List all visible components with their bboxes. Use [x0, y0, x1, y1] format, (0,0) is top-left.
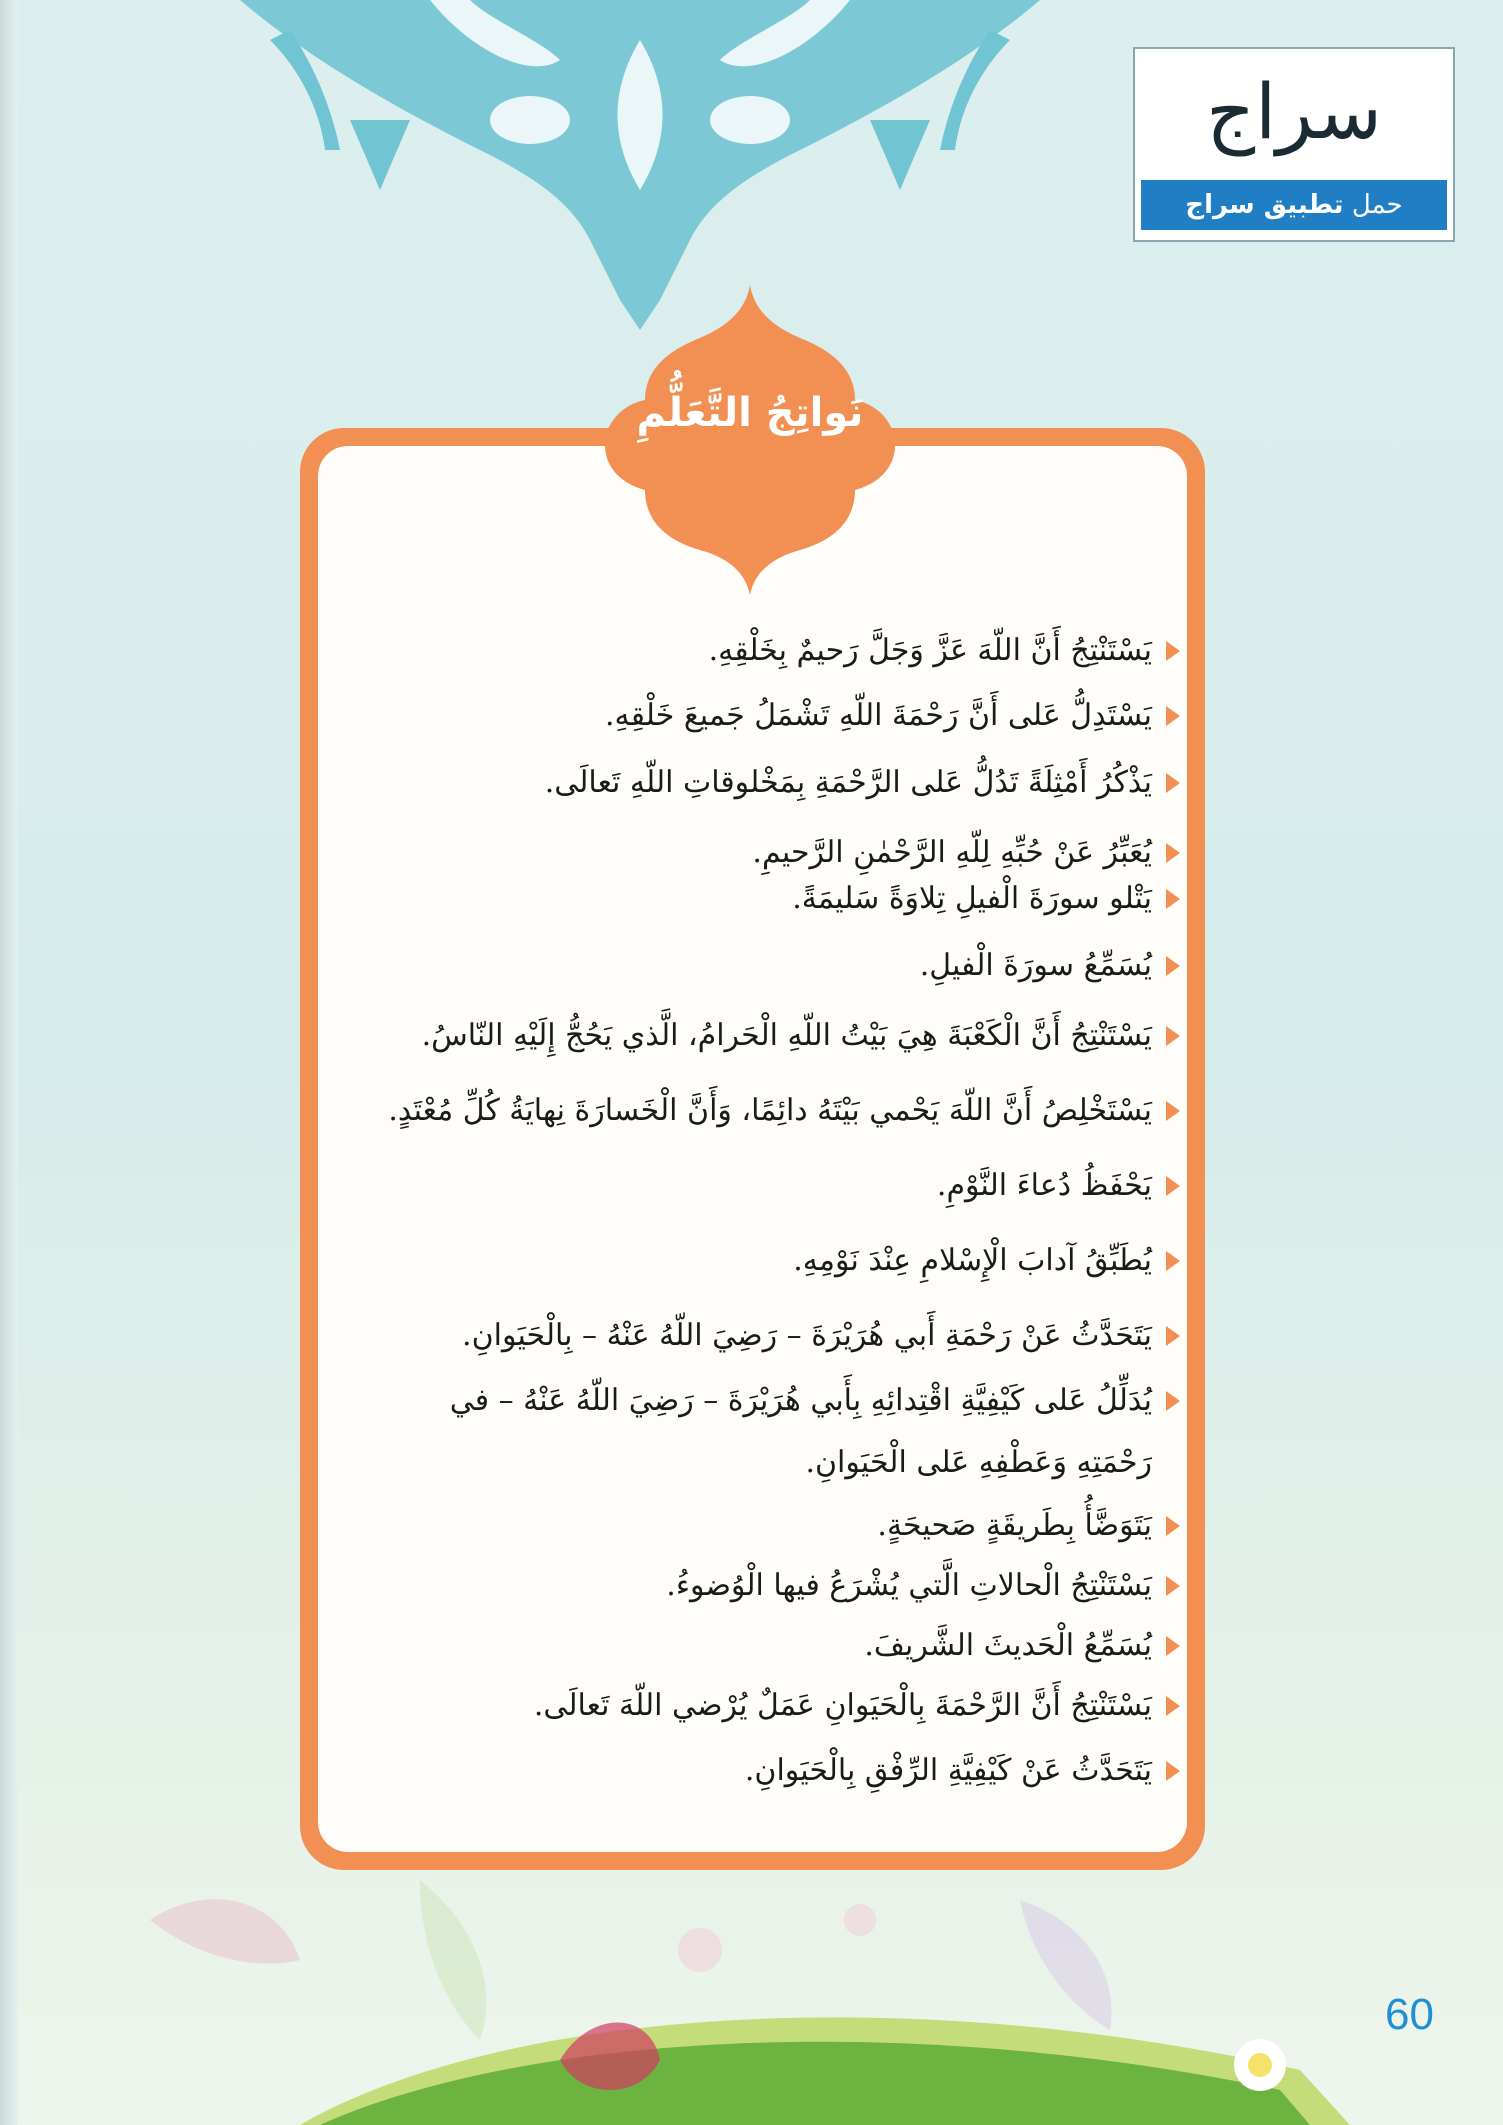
- bottom-decoration: [0, 1860, 1503, 2125]
- bullet-arrow-icon: [1166, 1251, 1180, 1271]
- siraj-logo[interactable]: [1133, 47, 1455, 242]
- page-edge: [0, 0, 18, 2125]
- logo-wordmark: سراج: [1206, 67, 1382, 156]
- outcome-item: يَسْتَنْتِجُ أَنَّ الرَّحْمَةَ بِالْحَيَوانِ عَمَلٌ يُرْضي اللّهَ تَعالَى.: [370, 1675, 1180, 1737]
- bullet-arrow-icon: [1166, 1176, 1180, 1196]
- bullet-arrow-icon: [1166, 843, 1180, 863]
- bullet-arrow-icon: [1166, 1761, 1180, 1781]
- outcome-item: يُسَمِّعُ سورَةَ الْفيلِ.: [370, 935, 1180, 997]
- outcome-item: يَتْلو سورَةَ الْفيلِ تِلاوَةً سَليمَةً.: [370, 868, 1180, 930]
- bullet-arrow-icon: [1166, 1516, 1180, 1536]
- outcome-item: يَحْفَظُ دُعاءَ النَّوْمِ.: [370, 1155, 1180, 1217]
- logo-tagline: [1141, 180, 1447, 230]
- outcome-item: يُطَبِّقُ آدابَ الْإِسْلامِ عِنْدَ نَوْمِهِ.: [370, 1230, 1180, 1292]
- bullet-arrow-icon: [1166, 1026, 1180, 1046]
- logo-tagline-prefix: حمل: [1351, 190, 1403, 220]
- page-number: 60: [1385, 1990, 1434, 2039]
- bullet-arrow-icon: [1166, 641, 1180, 661]
- outcome-item: يَذْكُرُ أَمْثِلَةً تَدُلُّ عَلى الرَّحْمَةِ بِمَخْلوقاتِ اللّهِ تَعالَى.: [370, 752, 1180, 814]
- logo-tagline-app: تطبيق سراج: [1185, 190, 1344, 220]
- bullet-arrow-icon: [1166, 1391, 1180, 1411]
- bullet-arrow-icon: [1166, 1326, 1180, 1346]
- outcome-item: يَسْتَخْلِصُ أَنَّ اللّهَ يَحْمي بَيْتَهُ دائِمًا، وَأَنَّ الْخَسارَةَ نِهايَةُ كُلِّ مُعْتَدٍ.: [370, 1080, 1180, 1142]
- title-medallion: [605, 285, 895, 595]
- ornament-top: [230, 0, 1050, 330]
- outcome-item: يَسْتَنْتِجُ أَنَّ الْكَعْبَةَ هِيَ بَيْتُ اللّهِ الْحَرامُ، الَّذي يَحُجُّ إِلَيْهِ النّاسُ.: [370, 1005, 1180, 1067]
- bullet-arrow-icon: [1166, 1576, 1180, 1596]
- bullet-arrow-icon: [1166, 773, 1180, 793]
- section-title: نَواتِجُ التَّعَلُّمِ: [636, 390, 864, 436]
- bullet-arrow-icon: [1166, 1101, 1180, 1121]
- outcome-item: يَتَوَضَّأُ بِطَريقَةٍ صَحيحَةٍ.: [370, 1495, 1180, 1557]
- outcome-item: يُدَلِّلُ عَلى كَيْفِيَّةِ اقْتِدائِهِ بِأَبي هُرَيْرَةَ – رَضِيَ اللّهُ عَنْهُ – في رَحْمَتِهِ وَعَطْفِهِ عَلى الْحَيَوانِ.: [370, 1370, 1180, 1494]
- bullet-arrow-icon: [1166, 889, 1180, 909]
- bullet-arrow-icon: [1166, 706, 1180, 726]
- outcome-item: يَسْتَدِلُّ عَلى أَنَّ رَحْمَةَ اللّهِ تَشْمَلُ جَميعَ خَلْقِهِ.: [370, 685, 1180, 747]
- bullet-arrow-icon: [1166, 956, 1180, 976]
- outcome-item: يَسْتَنْتِجُ الْحالاتِ الَّتي يُشْرَعُ فيها الْوُضوءُ.: [370, 1555, 1180, 1617]
- bullet-arrow-icon: [1166, 1696, 1180, 1716]
- outcome-item: يُعَبِّرُ عَنْ حُبِّهِ لِلّهِ الرَّحْمٰنِ الرَّحيمِ.: [370, 822, 1180, 884]
- outcome-item: يُسَمِّعُ الْحَديثَ الشَّريفَ.: [370, 1615, 1180, 1677]
- outcome-item: يَتَحَدَّثُ عَنْ كَيْفِيَّةِ الرِّفْقِ بِالْحَيَوانِ.: [370, 1740, 1180, 1802]
- bullet-arrow-icon: [1166, 1636, 1180, 1656]
- outcome-item: يَسْتَنْتِجُ أَنَّ اللّهَ عَزَّ وَجَلَّ رَحيمٌ بِخَلْقِهِ.: [370, 620, 1180, 682]
- outcome-item: يَتَحَدَّثُ عَنْ رَحْمَةِ أَبي هُرَيْرَةَ – رَضِيَ اللّهُ عَنْهُ – بِالْحَيَوانِ.: [370, 1305, 1180, 1367]
